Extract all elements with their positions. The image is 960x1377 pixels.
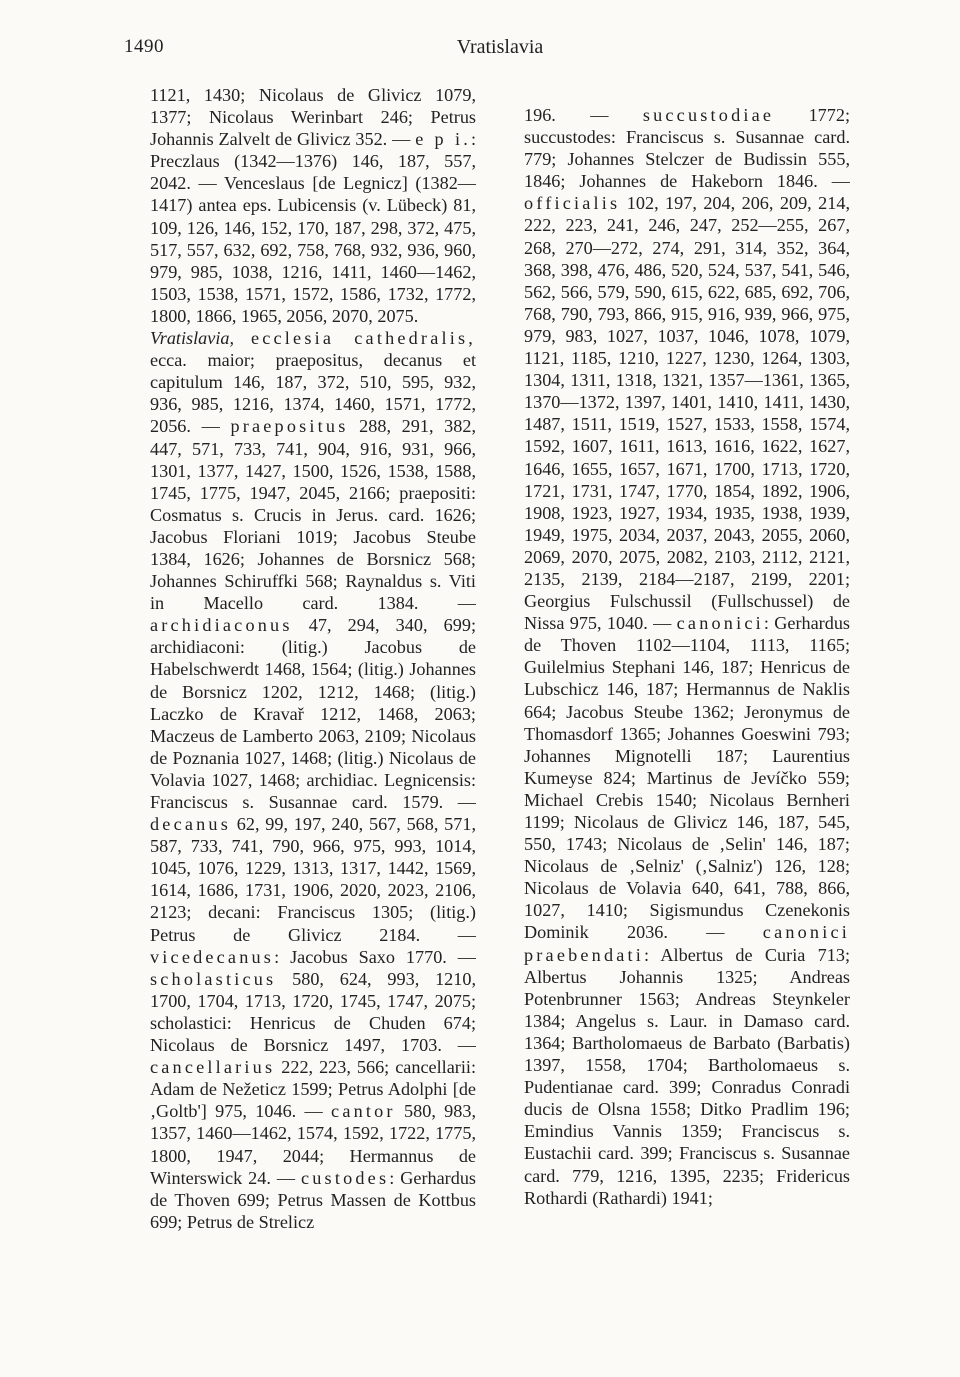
spaced-term: vicedecanus [150,946,275,967]
spaced-term: e p i. [415,129,471,150]
spaced-term: officialis [524,193,621,214]
page-number: 1490 [124,36,164,57]
spaced-term: scholasticus [150,968,277,989]
spaced-term: cantor [331,1101,396,1122]
right-column [524,104,850,1209]
spaced-term: ecclesia cathedralis, [250,328,476,349]
spaced-term: custodes [300,1167,390,1188]
spaced-term: cancellarius [150,1057,276,1078]
spaced-term: canonici [676,613,764,634]
entry-ecclesia-cathedralis: Vratislavia, ecclesia cathedralis, ecca. maior; praepositus, decanus et capitulum 146, 187, 372, 510, 595, 932, 936, 985, 1216, 1374, 1460, 1571, 1772, 2056. — praepositus 288, 291, 382, 447, 571, 733, 741, 904, 916, 931, 966, 1301, 1377, 1427, 1500, 1526, 1538, 1588, 1745, 1775, 1947, 2045, 2166; praepositi: Cosmatus s. Crucis in Jerus. card. 1626; Jacobus Floriani 1019; Jacobus Steube 1384, 1626; Johannes de Borsnicz 568; Johannes Schiruffki 568; Raynaldus s. Viti in Macello card. 1384. — archidiaconus 47, 294, 340, 699; archidiaconi: (litig.) Jacobus de Habelschwerdt 1468, 1564; (litig.) Johannes de Borsnicz 1202, 1212, 1468; (litig.) Laczko de Kravař 1212, 1468, 2063; Maczeus de Lamberto 2063, 2109; Nicolaus de Poznania 1027, 1468; (litig.) Nicolaus de Volavia 1027, 1468; archidiac. Legnicensis: Franciscus s. Susannae card. 1579. — decanus 62, 99, 197, 240, 567, 568, 571, 587, 733, 741, 790, 966, 975, 993, 1014, 1045, 1076, 1229, 1313, 1317, 1442, 1569, 1614, 1686, 1731, 1906, 2020, 2023, 2106, 2123; decani: Franciscus 1305; (litig.) Petrus de Glivicz 2184. — vicedecanus: Jacobus Saxo 1770. — scholasticus 580, 624, 993, 1210, 1700, 1704, 1713, 1720, 1745, 1747, 2075; scholastici: Henricus de Chuden 674; Nicolaus de Borsnicz 1497, 1703. — cancellarius 222, 223, 566; cancellarii: Adam de Nežeticz 1599; Petrus Adolphi [de ‚Goltb'] 975, 1046. — cantor 580, 983, 1357, 1460—1462, 1574, 1592, 1722, 1775, 1800, 1947, 2044; Hermannus de Winterswick 24. — custodes: Gerhardus de Thoven 699; Petrus Massen de Kottbus 699; Petrus de Strelicz [150,328,476,1232]
entry-continuation: 196. — succustodiae 1772; succustodes: Franciscus s. Susannae card. 779; Johannes Stelczer de Budissin 555, 1846; Johannes de Hakeborn 1846. — officialis 102, 197, 204, 206, 209, 214, 222, 223, 241, 246, 247, 252—255, 267, 268, 270—272, 274, 291, 314, 352, 364, 368, 398, 476, 486, 520, 524, 537, 541, 546, 562, 566, 579, 590, 615, 622, 685, 692, 706, 768, 790, 793, 866, 915, 916, 939, 966, 975, 979, 983, 1027, 1037, 1046, 1078, 1079, 1121, 1185, 1210, 1227, 1230, 1264, 1303, 1304, 1311, 1318, 1321, 1357—1361, 1365, 1370—1372, 1397, 1401, 1410, 1411, 1430, 1487, 1511, 1519, 1527, 1533, 1558, 1574, 1592, 1607, 1611, 1613, 1616, 1622, 1627, 1646, 1655, 1657, 1671, 1700, 1713, 1720, 1721, 1731, 1747, 1770, 1854, 1892, 1906, 1908, 1923, 1927, 1934, 1935, 1938, 1939, 1949, 1975, 2034, 2037, 2043, 2055, 2060, 2069, 2070, 2075, 2082, 2103, 2112, 2121, 2135, 2139, 2184—2187, 2199, 2201; Georgius Fulschussil (Fullschussel) de Nissa 975, 1040. — canonici: Gerhardus de Thoven 1102—1104, 1113, 1165; Guilelmius Stephani 146, 187; Henricus de Lubschicz 146, 187; Hermannus de Naklis 664; Jacobus Steube 1362; Jeronymus de Thomasdorf 1365; Johannes Goeswini 793; Johannes Mignotelli 187; Laurentius Kumeyse 824; Martinus de Jevíčko 559; Michael Crebis 1540; Nicolaus Bernheri 1199; Nicolaus de Glivicz 146, 187, 545, 550, 1743; Nicolaus de ‚Selin' 146, 187; Nicolaus de ‚Selniz' (‚Salniz') 126, 128; Nicolaus de Volavia 640, 641, 788, 866, 1027, 1410; Sigismundus Czenekonis Dominik 2036. — canonici praebendati: Albertus de Curia 713; Albertus Johannis 1325; Andreas Potenbrunner 1563; Andreas Steynkeler 1384; Angelus s. Laur. in Damaso card. 1364; Bartholomaeus de Barbato (Barbatis) 1397, 1558, 1704; Bartholomaeus s. Pudentianae card. 399; Conradus Conradi ducis de Olsna 1558; Ditko Pradlim 196; Emindius Vannis 1359; Franciscus s. Eustachii card. 399; Franciscus s. Susannae card. 779, 1216, 1395, 2235; Fridericus Rothardi (Rathardi) 1941; [524,105,850,1208]
entry-continuation: 1121, 1430; Nicolaus de Glivicz 1079, 1377; Nicolaus Werinbart 246; Petrus Johannis Zalvelt de Glivicz 352. — e p i.: Preczlaus (1342—1376) 146, 187, 557, 2042. — Venceslaus [de Legnicz] (1382—1417) antea eps. Lubicensis (v. Lübeck) 81, 109, 126, 146, 152, 170, 187, 298, 372, 475, 517, 557, 632, 692, 758, 768, 932, 936, 960, 979, 985, 1038, 1216, 1411, 1460—1462, 1503, 1538, 1571, 1572, 1586, 1732, 1772, 1800, 1866, 1965, 2056, 2070, 2075. [150,85,476,326]
running-title: Vratislavia [456,36,544,58]
spaced-term: praepositus [230,416,349,437]
spaced-term: decanus [150,814,231,835]
spaced-term: archidiaconus [150,615,293,636]
entry-heading: Vratislavia, [150,328,235,349]
spaced-term: succustodiae [642,105,775,125]
left-column [150,84,476,1233]
spaced-term: canonici praebendati [524,922,850,965]
